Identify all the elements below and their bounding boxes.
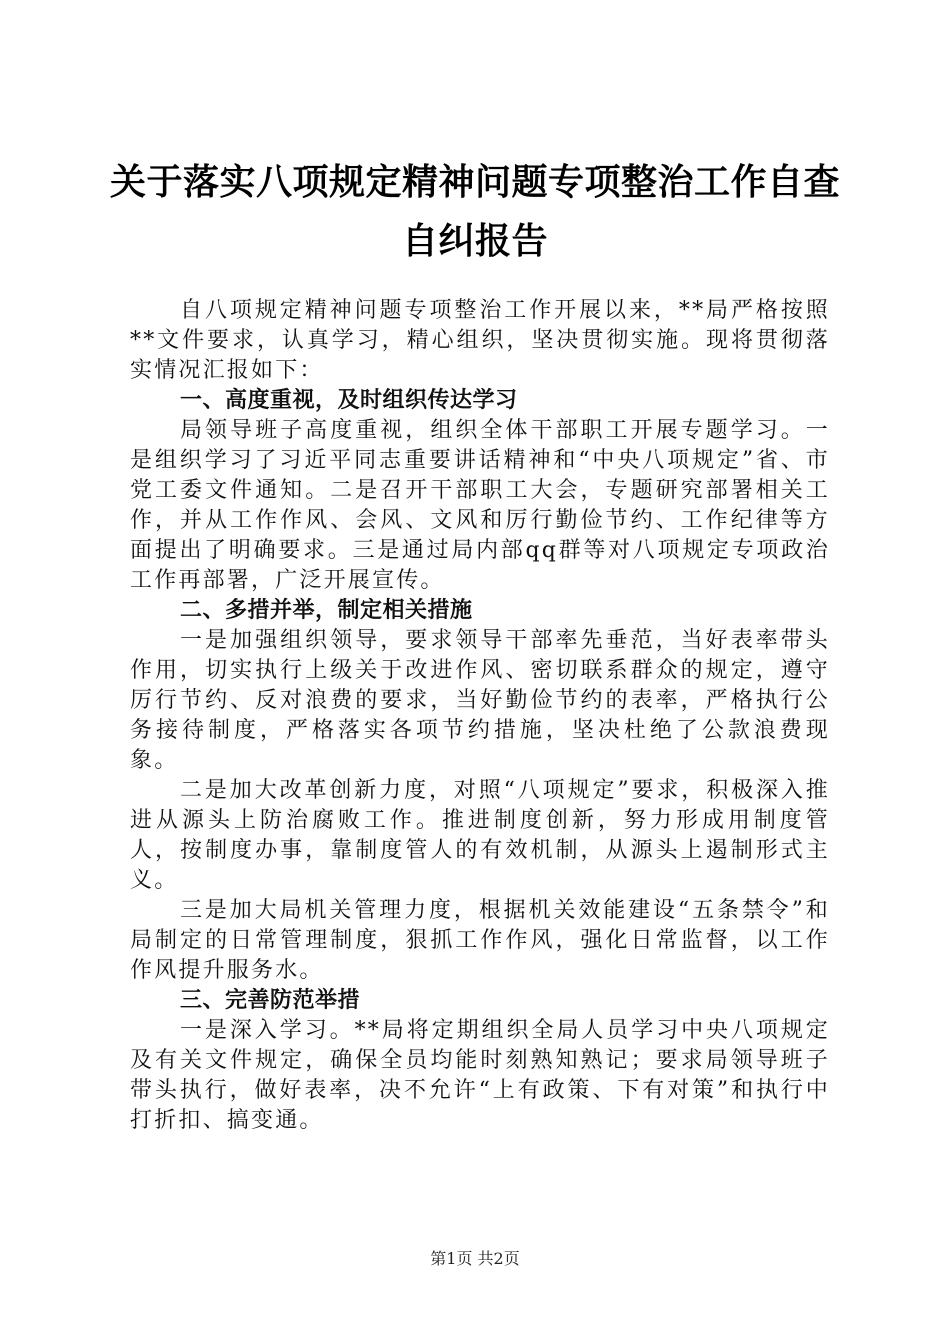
section2-paragraph-3: 三是加大局机关管理力度，根据机关效能建设“五条禁令”和局制定的日常管理制度，狠抓工作作风，强化日常监督，以工作作风提升服务水。 xyxy=(130,898,830,983)
section2-paragraph-2: 二是加大改革创新力度，对照“八项规定”要求，积极深入推进从源头上防治腐败工作。推进制度创新，努力形成用制度管人，按制度办事，靠制度管人的有效机制，从源头上遏制形式主义。 xyxy=(130,778,830,893)
page-number-footer: 第1页 共2页 xyxy=(430,1249,520,1268)
document-title-line1: 关于落实八项规定精神问题专项整治工作自查 xyxy=(109,162,840,203)
section2-paragraph-1: 一是加强组织领导，要求领导干部率先垂范，当好表率带头作用，切实执行上级关于改进作风、密切联系群众的规定，遵守厉行节约、反对浪费的要求，当好勤俭节约的表率，严格执行公务接待制度，严格落实各项节约措施，坚决杜绝了公款浪费现象。 xyxy=(130,628,830,773)
document-body xyxy=(130,296,830,1136)
section2-heading: 二、多措并举，制定相关措施 xyxy=(180,598,473,623)
section3-heading: 三、完善防范举措 xyxy=(180,988,361,1013)
section3-paragraph-1: 一是深入学习。**局将定期组织全局人员学习中央八项规定及有关文件规定，确保全员均能时刻熟知熟记；要求局领导班子带头执行，做好表率，决不允许“上有政策、下有对策”和执行中打折扣、搞变通。 xyxy=(130,1018,830,1133)
intro-paragraph: 自八项规定精神问题专项整治工作开展以来，**局严格按照**文件要求，认真学习，精心组织，坚决贯彻实施。现将贯彻落实情况汇报如下： xyxy=(130,298,830,383)
section1-paragraph-1: 局领导班子高度重视，组织全体干部职工开展专题学习。一是组织学习了习近平同志重要讲话精神和“中央八项规定”省、市党工委文件通知。二是召开干部职工大会，专题研究部署相关工作，并从工作作风、会风、文风和厉行勤俭节约、工作纪律等方面提出了明确要求。三是通过局内部qq群等对八项规定专项政治工作再部署，广泛开展宣传。 xyxy=(130,418,830,593)
document-title-line2: 自纠报告 xyxy=(401,221,548,262)
section1-heading: 一、高度重视，及时组织传达学习 xyxy=(180,388,518,413)
